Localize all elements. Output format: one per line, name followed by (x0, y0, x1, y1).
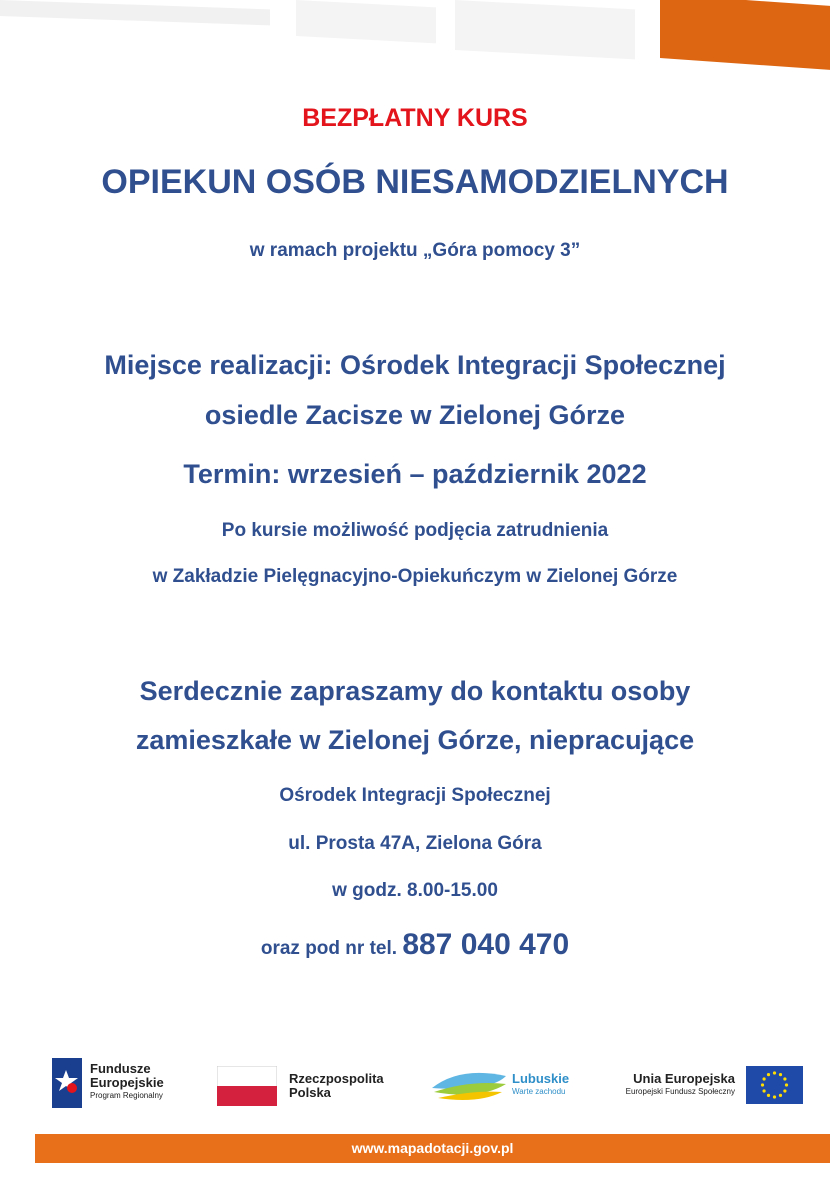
fe-line-2: Europejskie (90, 1075, 164, 1090)
course-title: OPIEKUN OSÓB NIESAMODZIELNYCH (101, 163, 729, 201)
footer-url[interactable]: www.mapadotacji.gov.pl (351, 1140, 514, 1156)
place-line-2: osiedle Zacisze w Zielonej Górze (204, 400, 626, 430)
term: Termin: wrzesień – październik 2022 (183, 459, 647, 489)
fe-line-1: Fundusze (90, 1061, 151, 1076)
course-kicker: BEZPŁATNY KURS (302, 104, 528, 132)
fundusze-europejskie-icon (52, 1058, 82, 1108)
contact-hours: w godz. 8.00-15.00 (332, 880, 498, 901)
contact-phone-line (0, 928, 830, 962)
rp-line-2: Polska (289, 1085, 331, 1100)
contact-address: ul. Prosta 47A, Zielona Góra (288, 833, 542, 854)
eu-flag-icon (746, 1066, 803, 1104)
polish-flag-icon (217, 1066, 277, 1106)
header-decoration-middle (296, 0, 436, 43)
lubuskie-logo-icon (430, 1066, 508, 1104)
rp-line-1: Rzeczpospolita (289, 1071, 384, 1086)
footer-url-bar (35, 1134, 830, 1163)
lubuskie-name: Lubuskie (512, 1071, 570, 1086)
ue-subtitle: Europejski Fundusz Społeczny (625, 1087, 735, 1096)
fe-subtitle: Program Regionalny (90, 1091, 163, 1100)
header-decoration-right (455, 0, 635, 59)
employment-line-2: w Zakładzie Pielęgnacyjno-Opiekuńczym w Zielonej Górze (152, 566, 678, 587)
lubuskie-logo-text (512, 1072, 569, 1097)
phone-number: 887 040 470 (402, 928, 570, 961)
eu-logo-text (612, 1072, 735, 1097)
header-decoration-orange (660, 0, 830, 70)
rzeczpospolita-logo-text (289, 1072, 384, 1100)
fundusze-europejskie-logo-text (90, 1062, 164, 1101)
contact-organization: Ośrodek Integracji Społecznej (279, 785, 551, 806)
employment-line-1: Po kursie możliwość podjęcia zatrudnienia (221, 520, 609, 541)
ue-line-1: Unia Europejska (633, 1071, 735, 1086)
header-decoration-left (0, 0, 270, 25)
project-name: w ramach projektu „Góra pomocy 3” (249, 240, 581, 261)
place-line-1: Miejsce realizacji: Ośrodek Integracji Społecznej (104, 350, 726, 380)
lubuskie-tagline: Warte zachodu (512, 1087, 566, 1096)
invite-line-1: Serdecznie zapraszamy do kontaktu osoby (139, 676, 691, 706)
invite-line-2: zamieszkałe w Zielonej Górze, niepracujące (135, 725, 695, 755)
phone-prefix: oraz pod nr tel. (260, 938, 398, 959)
logo-bar (0, 1050, 830, 1120)
